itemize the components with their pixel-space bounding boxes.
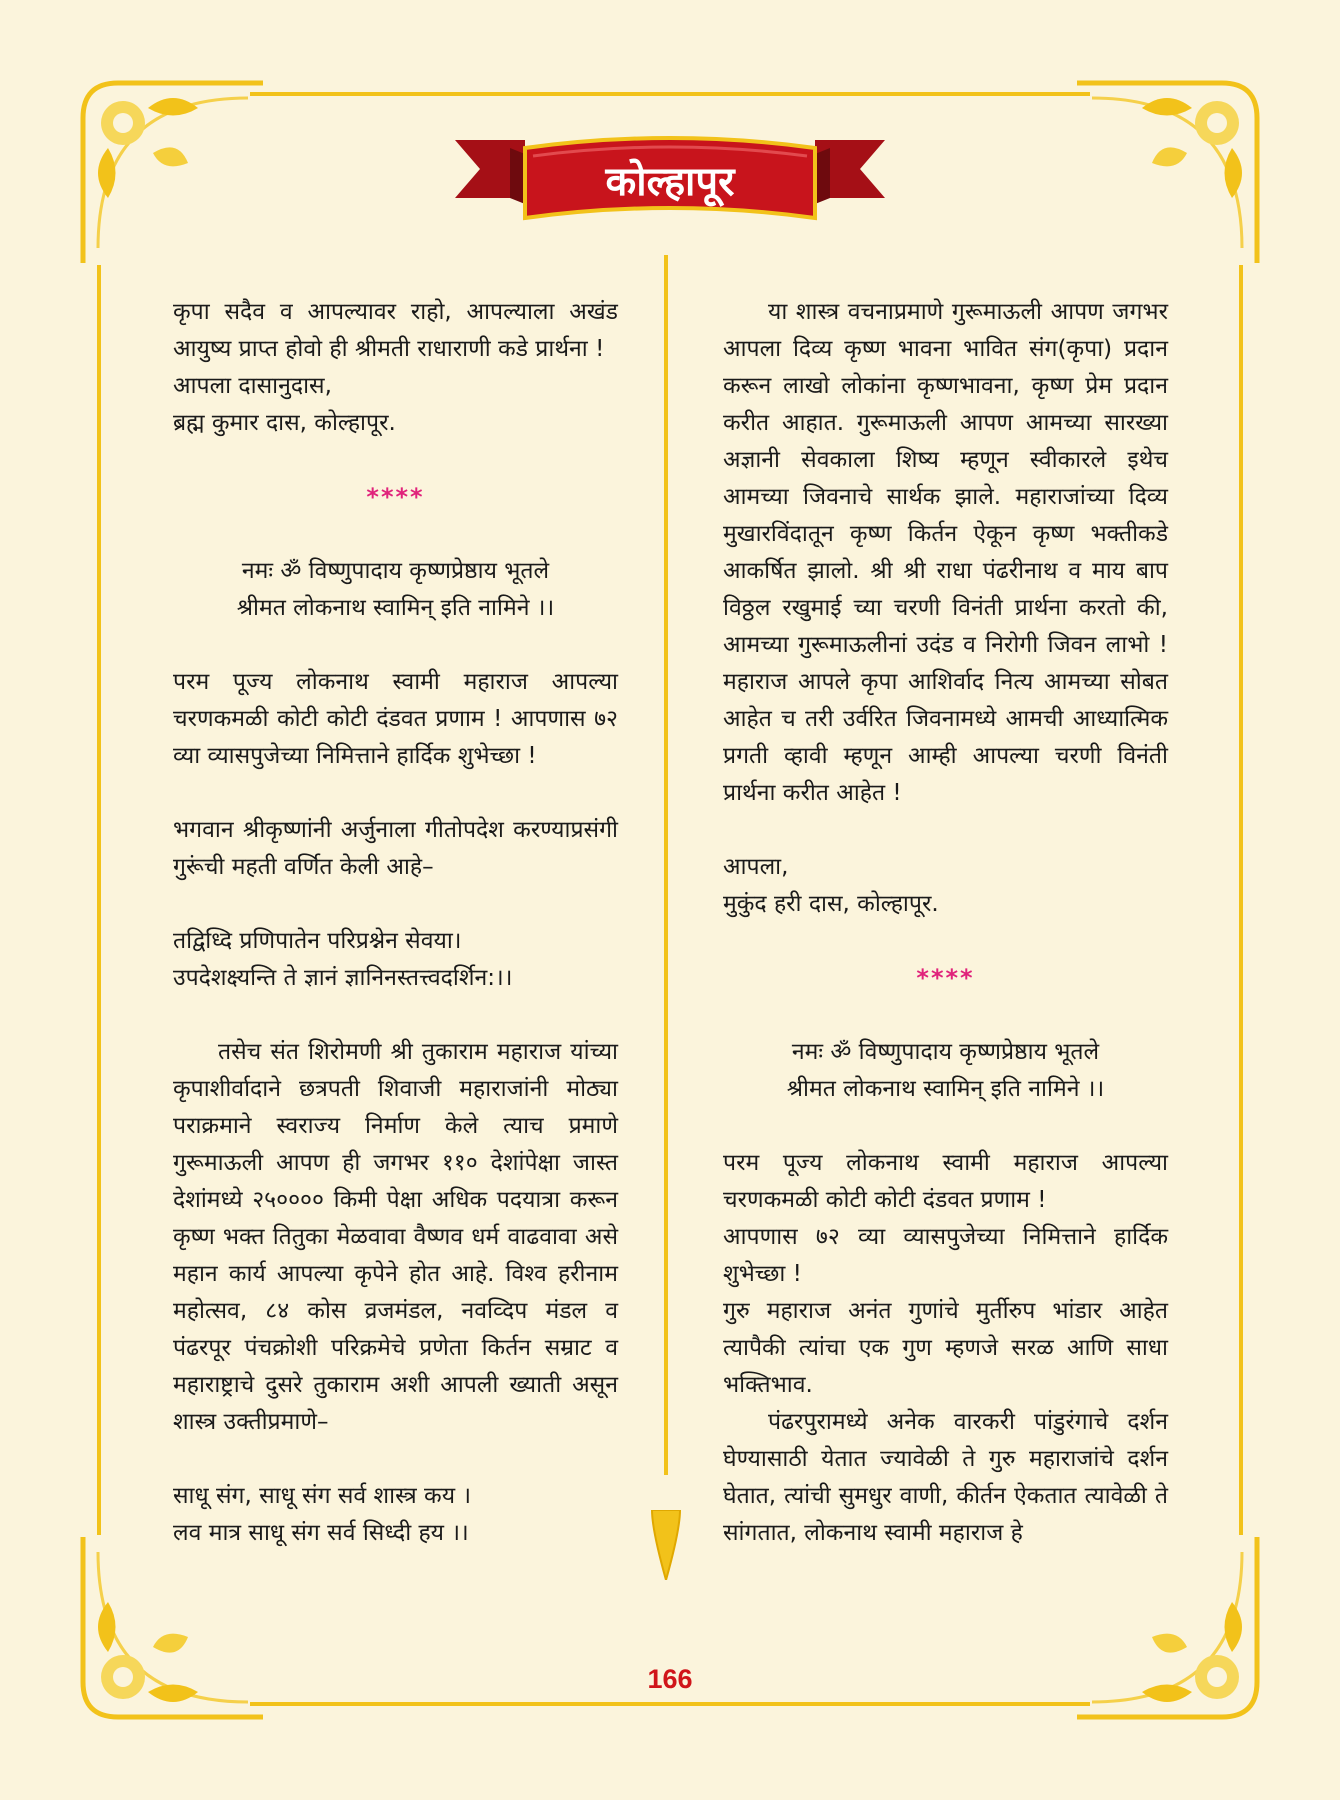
guru-qualities-paragraph: गुरु महाराज अनंत गुणांचे मुर्तीरुप भांडार आहेत त्यापैकी त्यांचा एक गुण म्हणजे सरळ आणि साधा भक्तिभाव.: [723, 1298, 1168, 1398]
page-title: कोल्हापूर: [605, 159, 735, 205]
gita-intro-paragraph: भगवान श्रीकृष्णांनी अर्जुनाला गीतोपदेश करण्याप्रसंगी गुरूंची महती वर्णित केली आहे–: [173, 817, 618, 880]
column-divider: [660, 255, 672, 1515]
frame-left-line: [97, 265, 101, 1535]
signature-line-2: ब्रह्म कुमार दास, कोल्हापूर.: [173, 410, 396, 436]
frame-right-line: [1239, 265, 1243, 1535]
section-separator-stars: ****: [366, 483, 425, 511]
mantra-line-2: श्रीमत लोकनाथ स्वामिन् इति नामिने ।।: [786, 1076, 1105, 1102]
shastra-paragraph: या शास्त्र वचनाप्रमाणे गुरूमाऊली आपण जगभर आपला दिव्य कृष्ण भावना भावित संग(कृपा) प्रदान करून लाखो लोकांना कृष्णभावना, कृष्ण प्रेम प्रदान करीत आहात. गुरूमाऊली आपण आमच्या सारख्या अज्ञानी सेवकाला शिष्य म्हणून स्वीकारले इथेच आमच्या जिवनाचे सार्थक झाले. महाराजांच्या दिव्य मुखारविंदातून कृष्ण किर्तन ऐकून कृष्ण भक्तीकडे आकर्षित झालो. श्री श्री राधा पंढरीनाथ व माय बाप विठ्ठल रखुमाई च्या चरणी विनंती प्रार्थना करतो की, आमच्या गुरूमाऊलीनां उदंड व निरोगी जिवन लाभो ! महाराज आपले कृपा आशिर्वाद नित्य आमच्या सोबत आहेत च तरी उर्वरित जिवनामध्ये आमची आध्यात्मिक प्रगती व्हावी म्हणून आम्ही आपल्या चरणी विनंती प्रार्थना करीत आहेत !: [723, 299, 1168, 806]
signature-line-1: आपला दासानुदास,: [173, 373, 332, 399]
tukaram-paragraph: तसेच संत शिरोमणी श्री तुकाराम महाराज यांच्या कृपाशीर्वादाने छत्रपती शिवाजी महाराजांनी मोठ्या पराक्रमाने स्वराज्य निर्माण केले त्याच प्रमाणे गुरूमाऊली आपण ही जगभर ११० देशांपेक्षा जास्त देशांमध्ये २५०००० किमी पेक्षा अधिक पदयात्रा करून कृष्ण भक्त तितुका मेळवावा वैष्णव धर्म वाढवावा असे महान कार्य आपल्या कृपेने होत आहे. विश्व हरीनाम महोत्सव, ८४ कोस व्रजमंडल, नवव्दिप मंडल व पंढरपूर पंचक्रोशी परिक्रमेचे प्रणेता किर्तन सम्राट व महाराष्ट्राचे दुसरे तुकाराम अशी आपली ख्याती असून शास्त्र उक्तीप्रमाणे–: [173, 1039, 618, 1435]
mantra-line-1: नमः ॐ विष्णुपादाय कृष्णप्रेष्ठाय भूतले: [241, 558, 550, 584]
corner-ornament-top-right: [1072, 78, 1262, 268]
section-separator-stars: ****: [916, 964, 975, 992]
divider-drop-ornament: [650, 1510, 682, 1580]
gita-verse-line-1: तद्विध्दि प्रणिपातेन परिप्रश्नेन सेवया।: [173, 928, 462, 954]
closing-blessing: कृपा सदैव व आपल्यावर राहो, आपल्याला अखंड आयुष्य प्राप्त होवो ही श्रीमती राधाराणी कडे प्रार्थना !: [173, 299, 618, 362]
greeting-paragraph: परम पूज्य लोकनाथ स्वामी महाराज आपल्या चरणकमळी कोटी कोटी दंडवत प्रणाम ! आपणास ७२ व्या व्यासपुजेच्या निमित्ताने हार्दिक शुभेच्छा !: [173, 669, 618, 769]
vyasa-puja-wishes: आपणास ७२ व्या व्यासपुजेच्या निमित्ताने हार्दिक शुभेच्छा !: [723, 1224, 1168, 1287]
corner-ornament-top-left: [78, 78, 268, 268]
signature-line-2: मुकुंद हरी दास, कोल्हापूर.: [723, 891, 939, 917]
frame-bottom-line: [250, 1702, 1090, 1706]
right-column: [723, 294, 1168, 1552]
sadhu-sang-verse-line-2: लव मात्र साधू संग सर्व सिध्दी हय ।।: [173, 1520, 469, 1546]
sadhu-sang-verse-line-1: साधू संग, साधू संग सर्व शास्त्र कय ।: [173, 1483, 472, 1509]
mantra-line-2: श्रीमत लोकनाथ स्वामिन् इति नामिने ।।: [236, 595, 555, 621]
pandharpur-paragraph: पंढरपुरामध्ये अनेक वारकरी पांडुरंगाचे दर्शन घेण्यासाठी येतात ज्यावेळी ते गुरु महाराजांचे दर्शन घेतात, त्यांची सुमधुर वाणी, कीर्तन ऐकतात त्यावेळी ते सांगतात, लोकनाथ स्वामी महाराज हे: [723, 1409, 1168, 1546]
signature-line-1: आपला,: [723, 854, 789, 880]
page-number: 166: [647, 1664, 693, 1694]
left-column: [173, 294, 618, 1552]
greeting-paragraph: परम पूज्य लोकनाथ स्वामी महाराज आपल्या चरणकमळी कोटी कोटी दंडवत प्रणाम !: [723, 1150, 1168, 1213]
corner-ornament-bottom-left: [78, 1532, 268, 1722]
gita-verse-line-2: उपदेशक्ष्यन्ति ते ज्ञानं ज्ञानिनस्तत्त्वदर्शिन:।।: [173, 965, 513, 991]
frame-top-line: [250, 92, 1090, 96]
mantra-line-1: नमः ॐ विष्णुपादाय कृष्णप्रेष्ठाय भूतले: [791, 1039, 1100, 1065]
corner-ornament-bottom-right: [1072, 1532, 1262, 1722]
